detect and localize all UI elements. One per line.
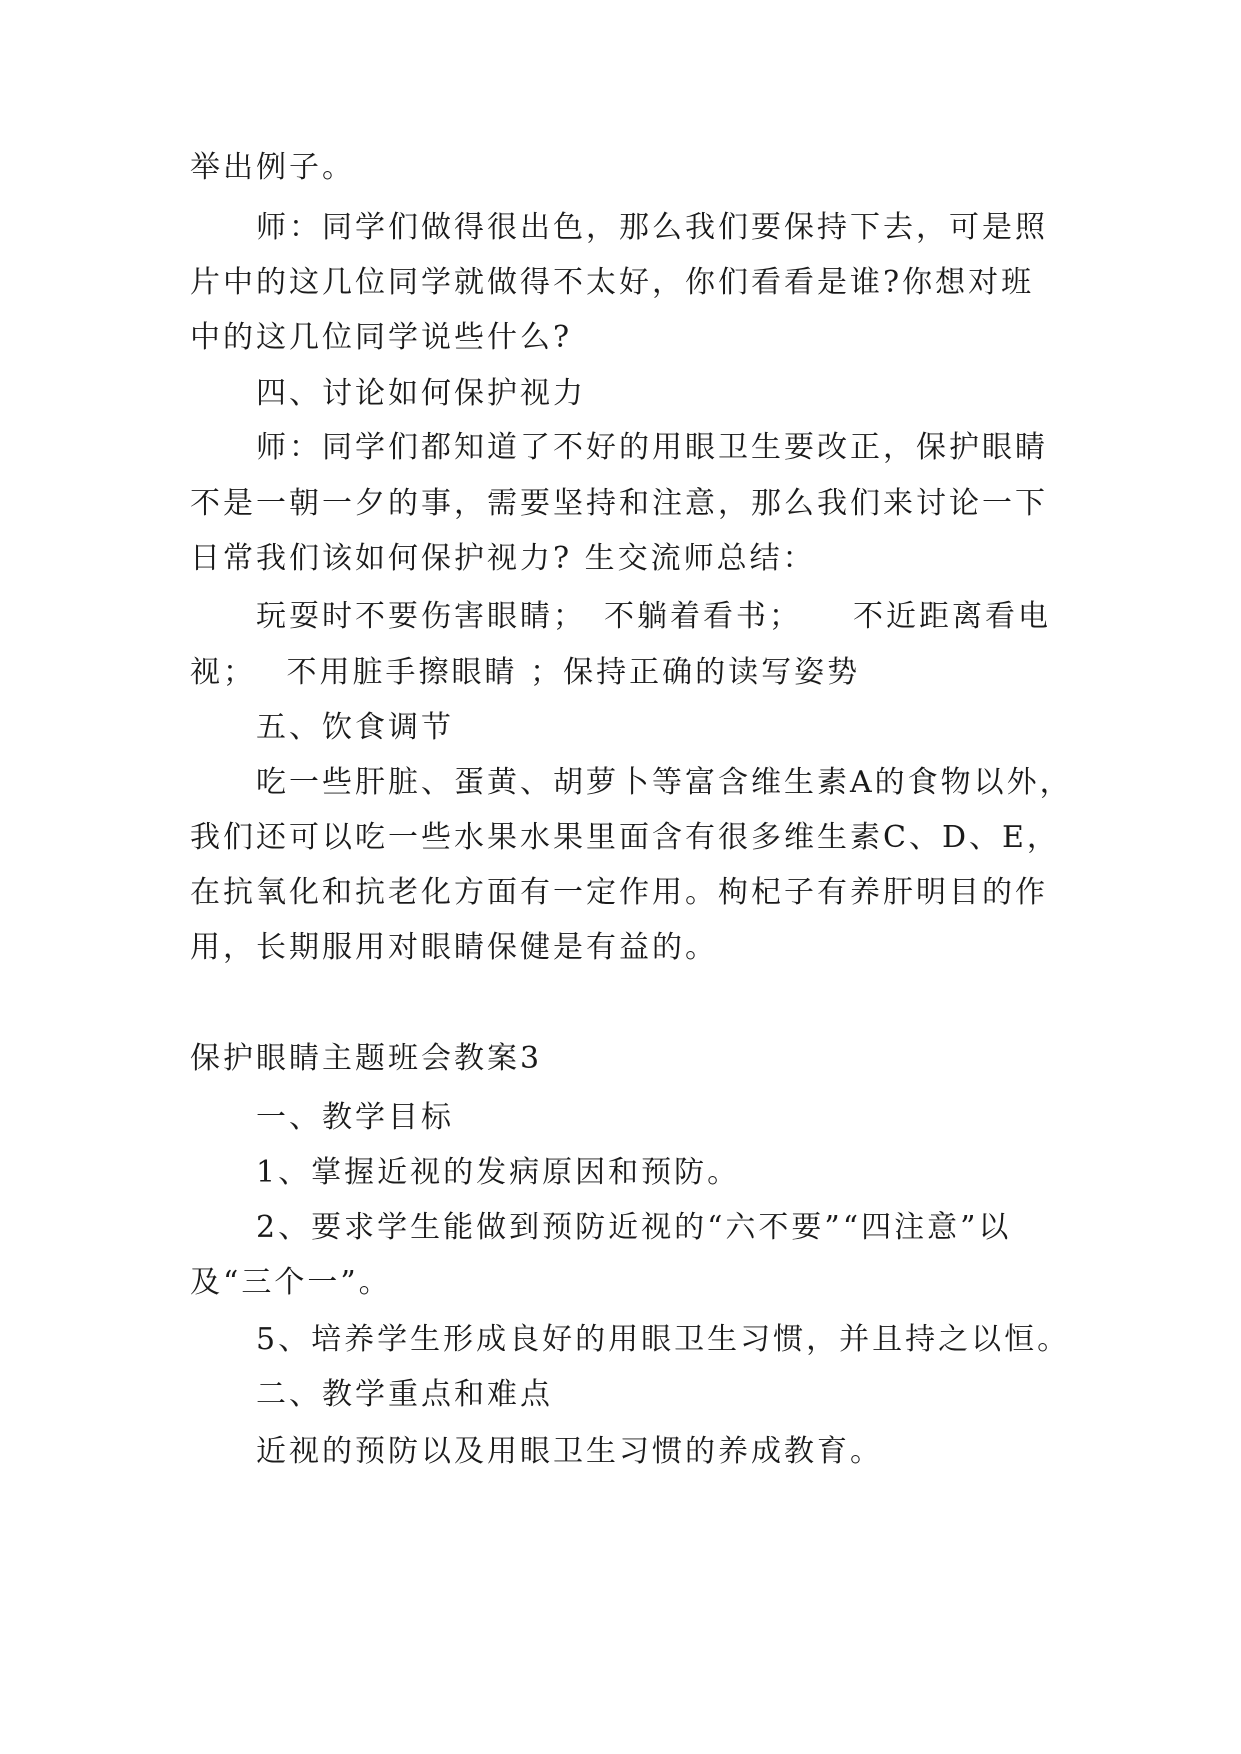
text-line: 2、要求学生能做到预防近视的“六不要”“四注意”以 <box>256 1210 1012 1245</box>
text-line: 中的这几位同学说些什么? <box>190 320 573 355</box>
text-line: 在抗氧化和抗老化方面有一定作用。枸杞子有养肝明目的作 <box>190 875 1048 910</box>
text-line: 举出例子。 <box>190 150 355 185</box>
text-line: 用，长期服用对眼睛保健是有益的。 <box>190 930 718 965</box>
text-line: 吃一些肝脏、蛋黄、胡萝卜等富含维生素A的食物以外， <box>256 765 1073 800</box>
text-line: 师：同学们做得很出色，那么我们要保持下去，可是照 <box>256 210 1048 245</box>
text-line: 我们还可以吃一些水果水果里面含有很多维生素C、D、E， <box>190 820 1060 855</box>
section-heading: 四、讨论如何保护视力 <box>256 376 586 411</box>
section-heading: 五、饮食调节 <box>256 710 454 745</box>
text-line: 视； 不用脏手擦眼睛 ；保持正确的读写姿势 <box>190 655 861 690</box>
text-line: 近视的预防以及用眼卫生习惯的养成教育。 <box>256 1434 883 1469</box>
text-line: 日常我们该如何保护视力? 生交流师总结： <box>190 541 816 576</box>
text-line: 5、培养学生形成良好的用眼卫生习惯，并且持之以恒。 <box>256 1322 1071 1357</box>
text-line: 玩耍时不要伤害眼睛； 不躺着看书； 不近距离看电 <box>256 599 1051 634</box>
text-line: 片中的这几位同学就做得不太好，你们看看是谁?你想对班 <box>190 265 1035 300</box>
text-line: 师：同学们都知道了不好的用眼卫生要改正，保护眼睛 <box>256 430 1048 465</box>
section-heading: 一、教学目标 <box>256 1100 454 1135</box>
section-heading: 二、教学重点和难点 <box>256 1377 553 1412</box>
document-title: 保护眼睛主题班会教案3 <box>190 1041 543 1076</box>
text-line: 不是一朝一夕的事，需要坚持和注意，那么我们来讨论一下 <box>190 486 1048 521</box>
text-line: 及“三个一”。 <box>190 1265 392 1300</box>
text-line: 1、掌握近视的发病原因和预防。 <box>256 1155 741 1190</box>
